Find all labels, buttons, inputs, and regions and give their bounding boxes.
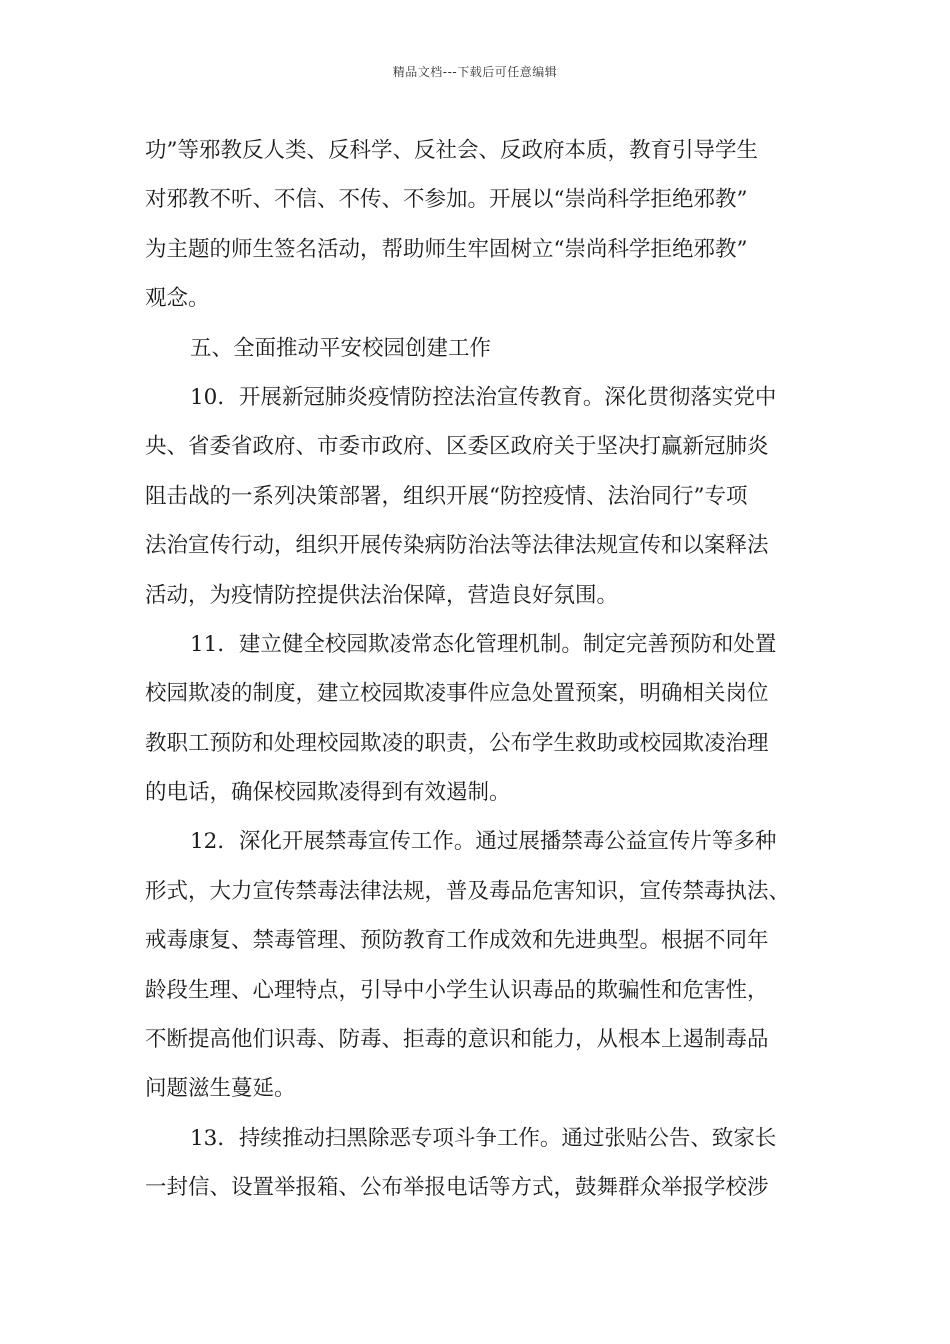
text-line: 12．深化开展禁毒宣传工作。通过展播禁毒公益宣传片等多种	[190, 829, 777, 855]
document-body	[145, 126, 835, 1213]
text-line: 一封信、设置举报箱、公布举报电话等方式，鼓舞群众举报学校涉	[145, 1175, 769, 1201]
section-heading-text: 五、全面推动平安校园创建工作	[190, 335, 492, 361]
text-line: 龄段生理、心理特点，引导中小学生认识毒品的欺骗性和危害性，	[145, 977, 769, 1003]
text-line: 11．建立健全校园欺凌常态化管理机制。制定完善预防和处置	[190, 631, 777, 657]
paragraph	[145, 126, 835, 324]
paragraph	[145, 817, 835, 1113]
text-line: 法治宣传行动，组织开展传染病防治法等法律法规宣传和以案释法	[145, 533, 769, 559]
page-header: 精品文档---下载后可任意编辑	[392, 65, 558, 79]
text-line: 观念。	[145, 286, 210, 312]
text-line: 的电话，确保校园欺凌得到有效遏制。	[145, 780, 511, 806]
paragraph	[145, 1114, 835, 1213]
text-line: 13．持续推动扫黑除恶专项斗争工作。通过张贴公告、致家长	[190, 1125, 777, 1151]
text-line: 阻击战的一系列决策部署，组织开展“防控疫情、法治同行”专项	[145, 483, 748, 509]
text-line: 教职工预防和处理校园欺凌的职责，公布学生救助或校园欺凌治理	[145, 730, 769, 756]
text-line: 形式，大力宣传禁毒法律法规，普及毒品危害知识，宣传禁毒执法、	[145, 878, 791, 904]
text-line: 戒毒康复、禁毒管理、预防教育工作成效和先进典型。根据不同年	[145, 928, 769, 954]
section-heading	[145, 324, 835, 373]
text-line: 10．开展新冠肺炎疫情防控法治宣传教育。深化贯彻落实党中	[190, 384, 777, 410]
text-line: 校园欺凌的制度，建立校园欺凌事件应急处置预案，明确相关岗位	[145, 681, 769, 707]
text-line: 不断提高他们识毒、防毒、拒毒的意识和能力，从根本上遏制毒品	[145, 1027, 769, 1053]
text-line: 活动，为疫情防控提供法治保障，营造良好氛围。	[145, 582, 619, 608]
text-line: 功”等邪教反人类、反科学、反社会、反政府本质，教育引导学生	[145, 138, 758, 163]
paragraph	[145, 620, 835, 818]
paragraph	[145, 373, 835, 620]
text-line: 对邪教不听、不信、不传、不参加。开展以“崇尚科学拒绝邪教”	[145, 187, 748, 213]
text-line: 为主题的师生签名活动，帮助师生牢固树立“崇尚科学拒绝邪教”	[145, 236, 748, 262]
text-line: 问题滋生蔓延。	[145, 1076, 296, 1102]
text-line: 央、省委省政府、市委市政府、区委区政府关于坚决打赢新冠肺炎	[145, 434, 769, 460]
